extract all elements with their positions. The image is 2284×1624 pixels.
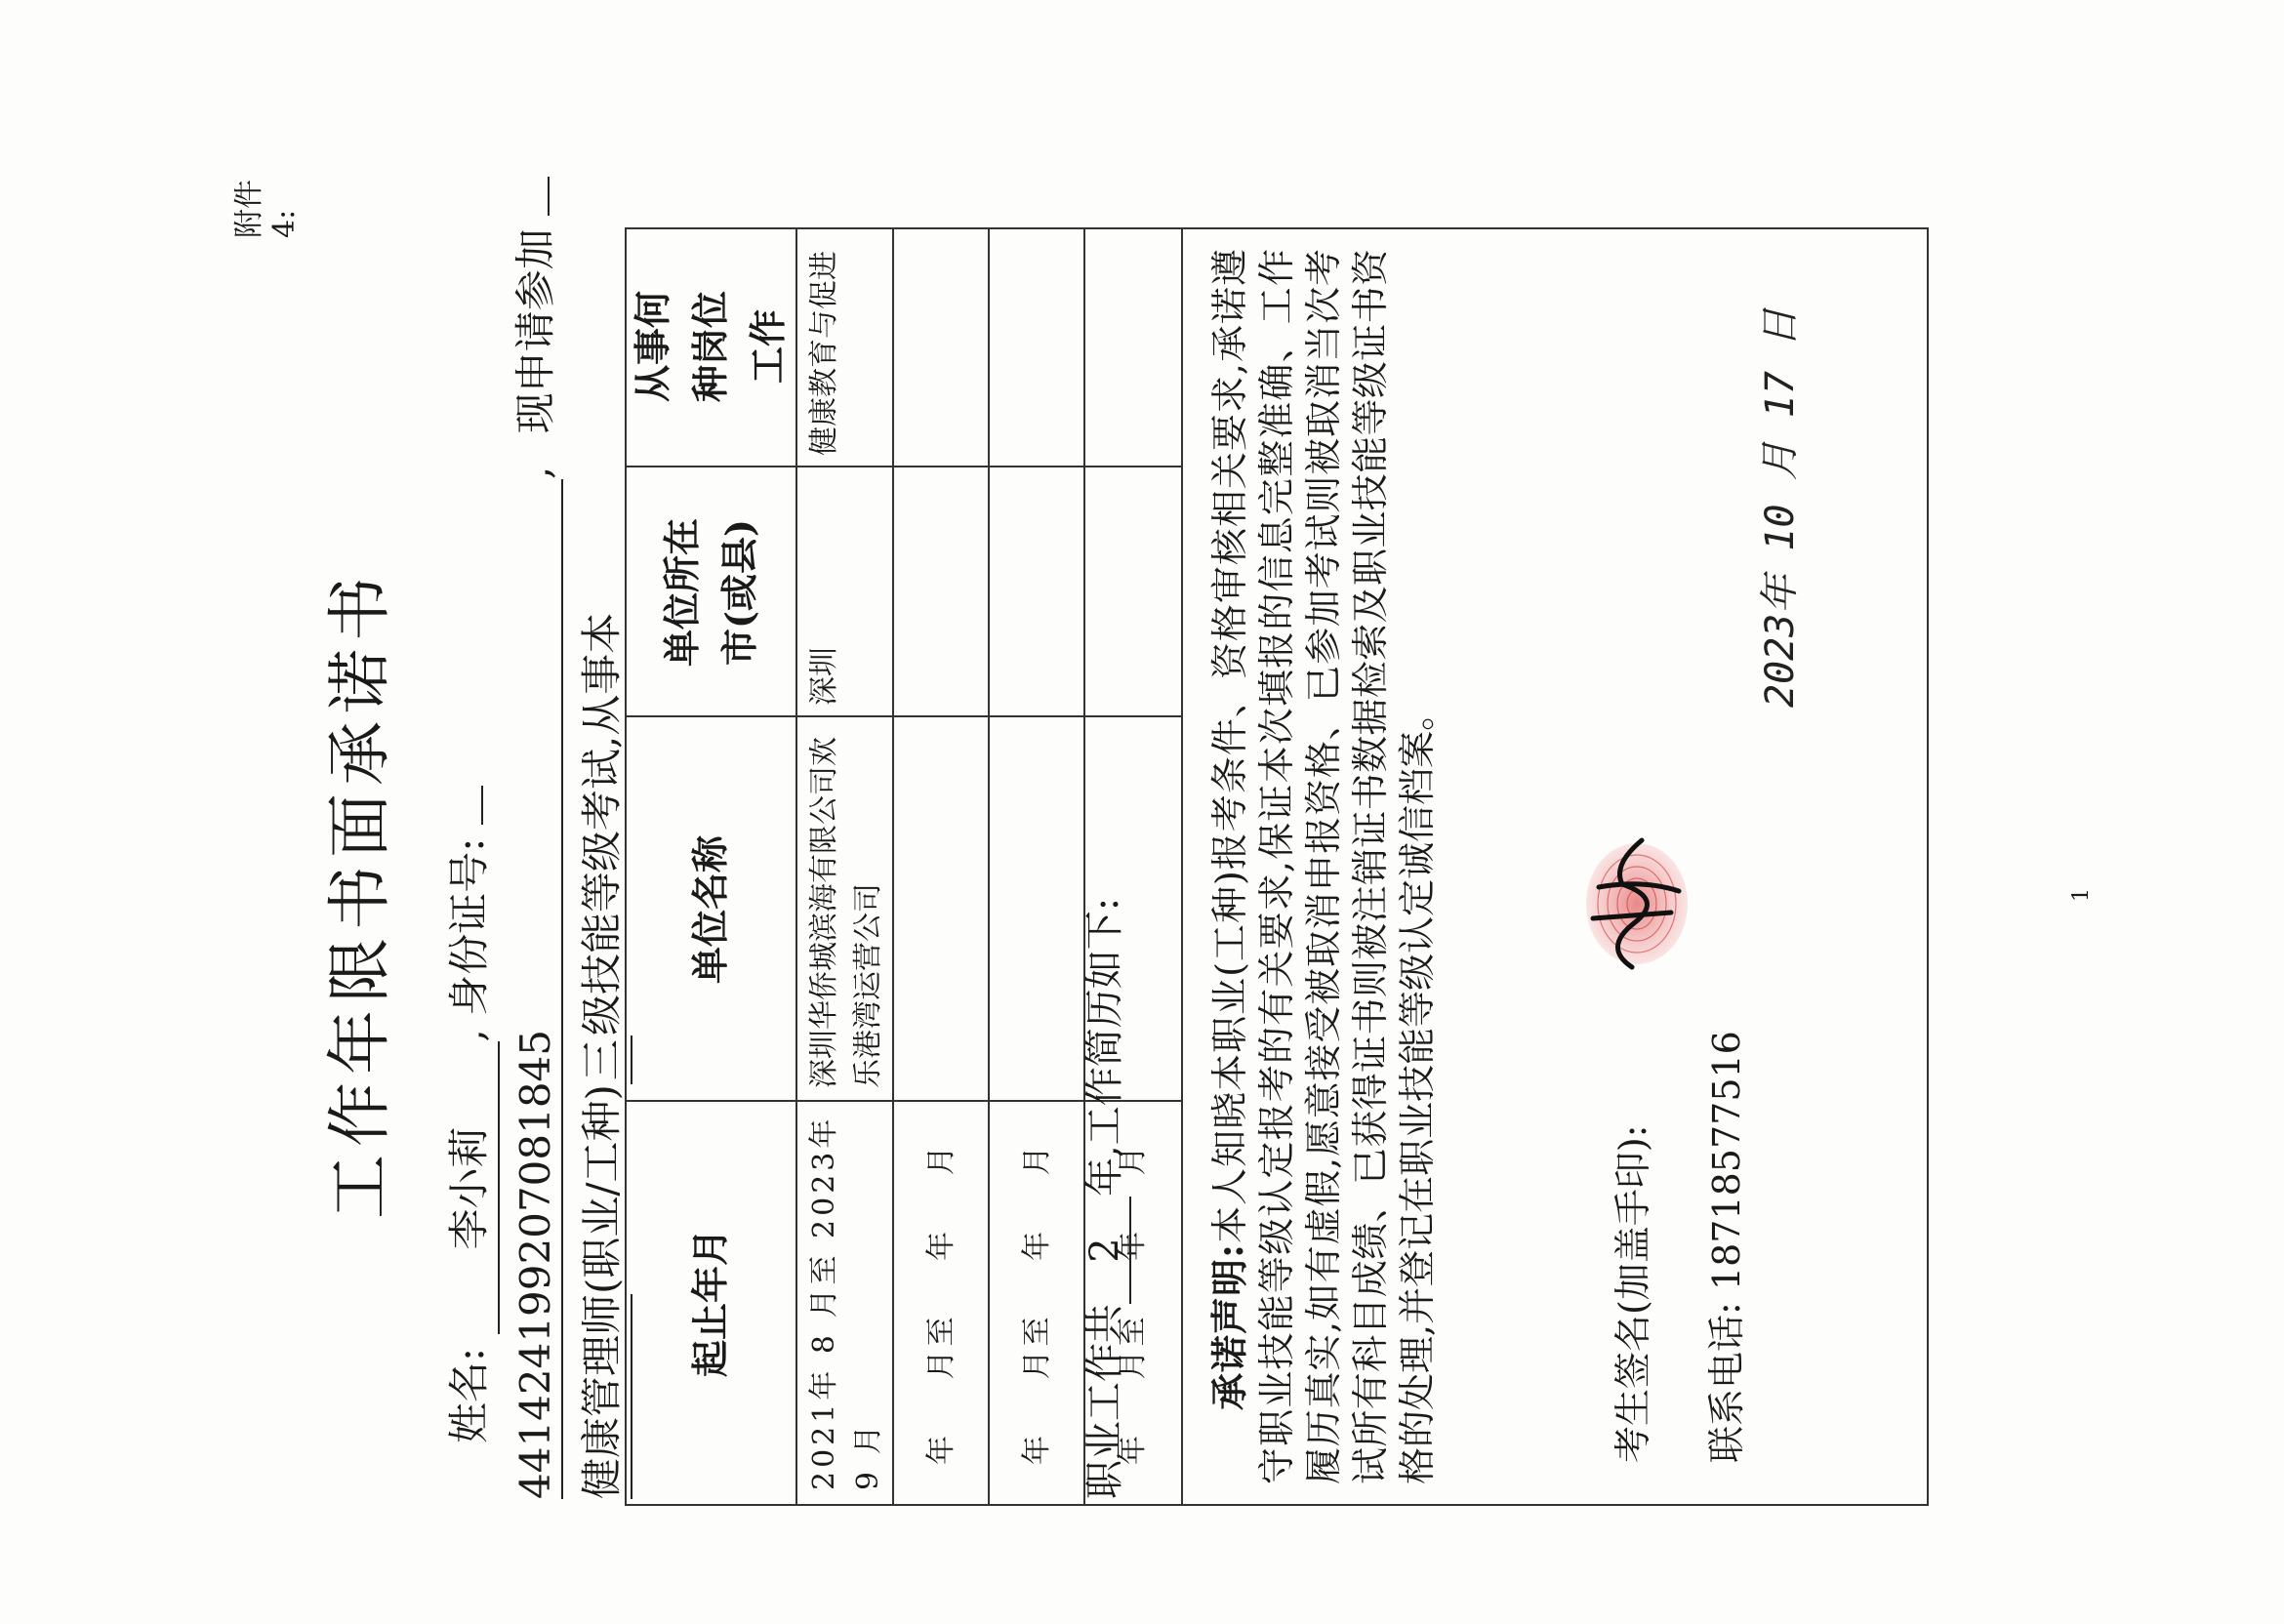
level-value: 三 [570,1035,632,1084]
row1-period: 2021年 8 月至 2023年 9 月 [807,1115,885,1490]
header-city: 单位所在市(或县) [659,518,761,668]
years-value: 2 [1082,1197,1131,1304]
page-number: 1 [2069,888,2094,902]
row1-position: 健康教育与促进 [807,251,841,456]
id-number: 441424199207081845 [511,479,563,1499]
row3-period: 年 月至 年 月 [1020,1142,1054,1465]
occupation-suffix: (职业/工种) [578,1084,626,1294]
comma: , [511,466,559,479]
signature-label: 考生签名(加盖手印): [1611,1124,1654,1463]
page-title: 工作年限书面承诺书 [322,569,397,1219]
row1-company: 深圳华侨城滨海有限公司欢乐港湾运营公司 [807,737,885,1088]
comma: , [445,1029,493,1042]
attachment-label: 附件4: [232,180,302,238]
apply-text: 现申请参加 [511,228,559,434]
level-suffix: 级技能等级考试,从事本 [578,612,626,1036]
header-position: 从事何种岗位工作 [631,291,790,403]
row2-period: 年 月至 年 月 [924,1142,958,1465]
header-company: 单位名称 [688,835,733,985]
years-suffix: 年,工作简历如下: [1082,897,1127,1197]
name-label: 姓名: [445,1347,493,1443]
pledge-title: 承诺声明: [1207,1243,1251,1410]
pledge-body: 本人知晓本职业(工种)报考条件、资格审核相关要求,承诺遵守职业技能等级认定报考的有关要求,保证本次填报的信息完整准确、工作履历真实,如有虚假,愿意接受被取消申报资格、已参加考试则被取消当次考试所有科目成绩、已获得证书则被注销证书数据检索及职业技能等级证书资格的处理,并登记在职业技能等级认定诚信档案。 [1208,249,1439,1484]
row4-period: 年 月至 年 月 [1116,1142,1150,1465]
phone-label: 联系电话: [1705,1302,1748,1463]
name-value: 李小莉 [437,1041,500,1334]
sign-date: 2023年 10 月 17 日 [1758,308,1803,708]
row1-city: 深圳 [807,647,841,706]
phone-value: 18718577516 [1705,1031,1748,1291]
occupation-value: 健康管理师 [570,1294,632,1499]
years-prefix: 职业工作共 [1082,1304,1127,1499]
header-period: 起止年月 [688,1229,733,1378]
id-label: 身份证号: [445,837,493,1016]
